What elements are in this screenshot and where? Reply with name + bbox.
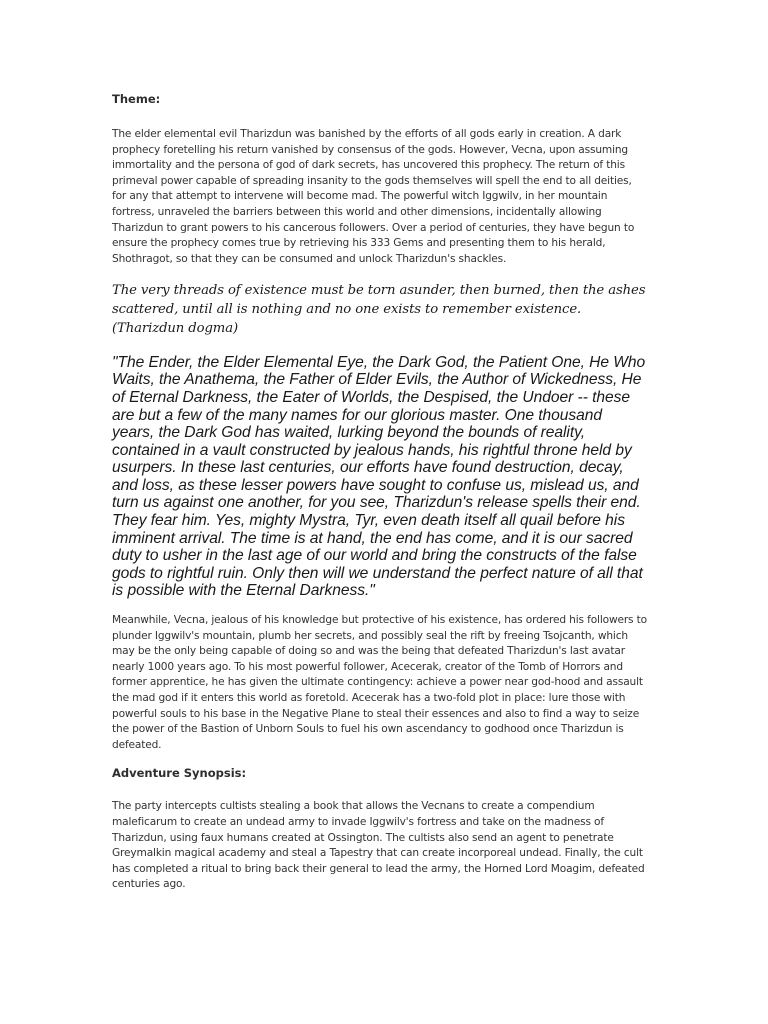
ender-quote: "The Ender, the Elder Elemental Eye, the Dark God, the Patient One, He Who Waits, the Anathema, the Father of Elder Evils, the Author of Wickedness, He of Eternal Darkness, the Eater of Worlds, the Despised, the Undoer -- these are but a few of the many names for our glorious master. One thousand years, the Dark God has waited, lurking beyond the bounds of reality, contained in a vault constructed by jealous hands, his rightful throne held by usurpers. In these last centuries, our efforts have found destruction, decay, and loss, as these lesser powers have sought to confuse us, mislead us, and turn us against one another, for you see, Tharizdun's release spells their end. They fear him. Yes, mighty Mystra, Tyr, even death itself all quail before his imminent arrival. The time is at hand, the end has come, and it is our sacred duty to usher in the last age of our world and bring the constructs of the false gods to rightful ruin. Only then will we understand the perfect nature of all that is possible with the Eternal Darkness." xyxy=(112,353,646,600)
dogma-quote: The very threads of existence must be torn asunder, then burned, then the ashes scattered, until all is nothing and no one exists to remember existence. (Tharizdun dogma) xyxy=(112,283,646,336)
theme-paragraph: The elder elemental evil Tharizdun was banished by the efforts of all gods early in creation. A dark prophecy foretelling his return vanished by consensus of the gods. However, Vecna, upon assuming immortality and the persona of god of dark secrets, has uncovered this prophecy. The return of this primeval power capable of spreading insanity to the gods themselves will spell the end to all deities, for any that attempt to intervene will become mad. The powerful witch Iggwilv, in her mountain fortress, unraveled the barriers between this world and other dimensions, incidentally allowing Tharizdun to grant powers to his cancerous followers. Over a period of centuries, they have begun to ensure the prophecy comes true by retrieving his 333 Gems and presenting them to his herald, Shothragot, so that they can be consumed and unlock Tharizdun's shackles. xyxy=(112,128,635,265)
theme-heading: Theme: xyxy=(112,92,161,106)
meanwhile-paragraph: Meanwhile, Vecna, jealous of his knowledge but protective of his existence, has ordered his followers to plunder Iggwilv's mountain, plumb her secrets, and possibly seal the rift by freeing Tsojcanth, which may be the only being capable of doing so and was the being that defeated Tharizdun's last avatar nearly 1000 years ago. To his most powerful follower, Acecerak, creator of the Tomb of Horrors and former apprentice, he has given the ultimate contingency: achieve a power near god-hood and assault the mad god if it enters this world as foretold. Acecerak has a two-fold plot in place: lure those with powerful souls to his base in the Negative Plane to steal their essences and also to find a way to seize the power of the Bastion of Unborn Souls to fuel his own ascendancy to godhood once Tharizdun is defeated. xyxy=(112,614,647,751)
synopsis-paragraph: The party intercepts cultists stealing a book that allows the Vecnans to create a compendium maleficarum to create an undead army to invade Iggwilv's fortress and take on the madness of Tharizdun, using faux humans created at Ossington. The cultists also send an agent to penetrate Greymalkin magical academy and steal a Tapestry that can create incorporeal undead. Finally, the cult has completed a ritual to bring back their general to lead the army, the Horned Lord Moagim, defeated centuries ago. xyxy=(112,800,645,891)
document-content xyxy=(112,92,648,893)
synopsis-heading: Adventure Synopsis: xyxy=(112,766,247,781)
